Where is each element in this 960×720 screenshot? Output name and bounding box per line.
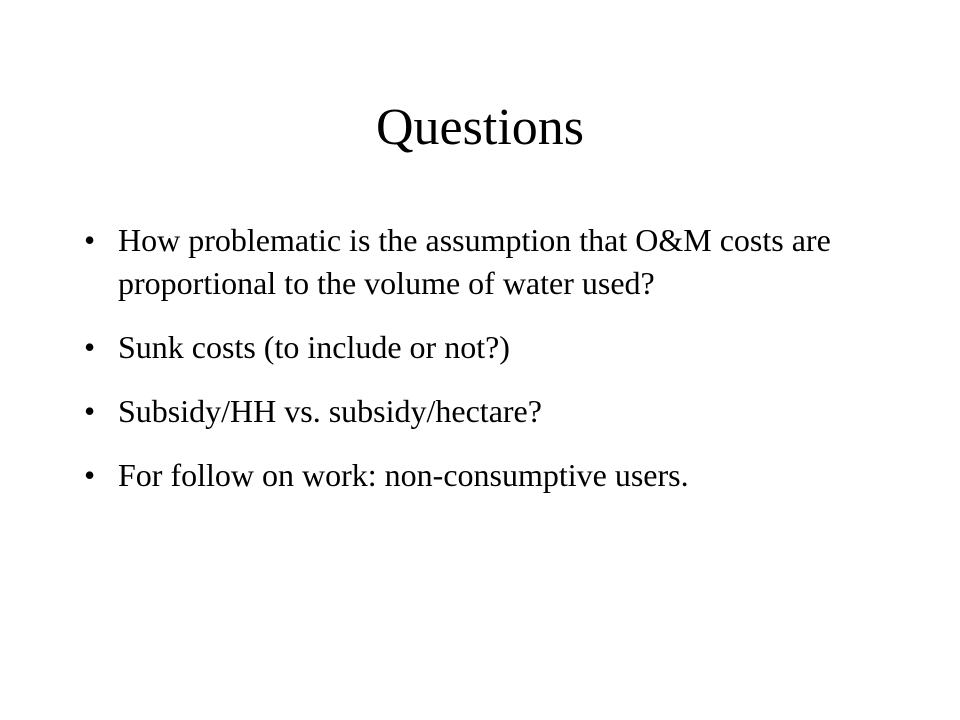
bullet-text: Sunk costs (to include or not?) [118,329,510,365]
bullet-text: For follow on work: non-consumptive users. [118,457,689,493]
bullet-icon: • [84,457,96,493]
bullet-icon: • [84,222,96,258]
bullet-text: How problematic is the assumption that O&M costs are proportional to the volume of water used? [118,222,831,301]
bullet-item [84,326,884,369]
bullet-list [84,219,884,518]
bullet-item [84,219,884,305]
bullet-icon: • [84,329,96,365]
bullet-item [84,454,884,497]
slide-title: Questions [376,99,584,156]
bullet-icon: • [84,393,96,429]
bullet-item [84,390,884,433]
bullet-text: Subsidy/HH vs. subsidy/hectare? [118,393,542,429]
